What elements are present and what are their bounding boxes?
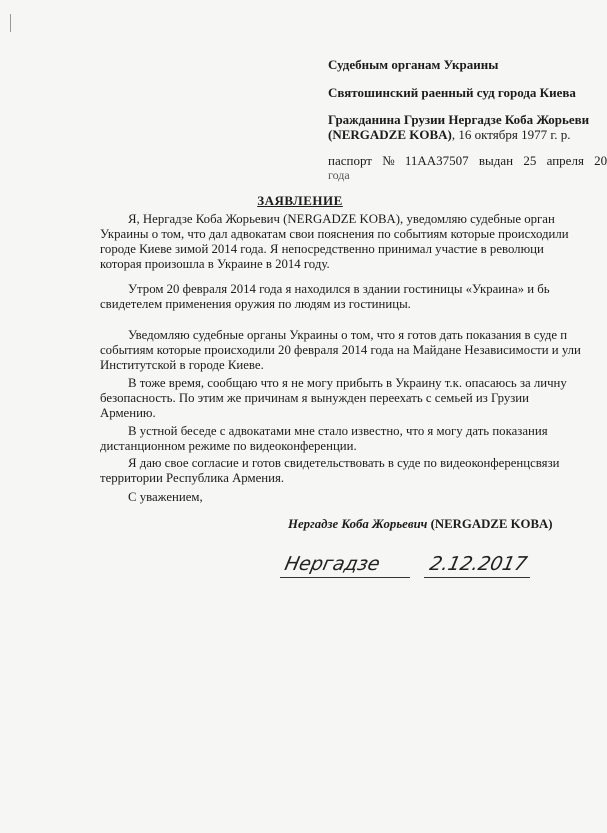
signature-name: Нергадзе Коба Жорьевич — [288, 517, 428, 531]
body-line: дистанционном режиме по видеоконференции. — [100, 439, 357, 453]
sender-details-line — [328, 127, 600, 143]
addressee-line-2: Святошинский раенный суд города Киева — [328, 85, 576, 100]
handwritten-signature: Нергадзе — [282, 553, 382, 575]
body-line: событиям которые происходили 20 февраля 2014 года на Майдане Независимости и ули — [100, 343, 581, 357]
body-line: безопасность. По этим же причинам я вынужден переехать с семьей из Грузии — [100, 391, 530, 405]
body-line: Украины о том, что дал адвокатам свои пояснения по событиям которые происходили — [100, 227, 569, 241]
passport-cut-text: года — [328, 168, 350, 182]
document-title — [0, 193, 600, 209]
signature-underline — [280, 577, 410, 578]
body-line: Институтской в городе Киеве. — [100, 358, 264, 372]
body-line: Утром 20 февраля 2014 года я находился в здании гостиницы «Украина» и бь — [128, 282, 550, 296]
body-line: Я, Нергадзе Коба Жорьевич (NERGADZE KOBA), уведомляю судебные орган — [128, 212, 555, 226]
body-line: свидетелем применения оружия по людям из гостиницы. — [100, 297, 411, 311]
signature-latin: (NERGADZE KOBA) — [427, 517, 553, 531]
body-line: Уведомляю судебные органы Украины о том, что я готов дать показания в суде п — [128, 328, 568, 342]
body-line: территории Республика Армения. — [100, 471, 285, 485]
scan-mark — [10, 14, 11, 32]
date-underline — [424, 577, 530, 578]
body-line: которая произошла в Украине в 2014 году. — [100, 257, 330, 271]
body-line: В устной беседе с адвокатами мне стало известно, что я могу дать показания — [128, 424, 548, 438]
sender-name-line: Гражданина Грузии Нергадзе Коба Жорьеви — [328, 112, 590, 127]
sender-birth: , 16 октября 1977 г. р. — [451, 127, 571, 142]
handwritten-date: 2.12.2017 — [427, 553, 530, 575]
body-line: Армению. — [100, 406, 156, 420]
body-line: городе Киеве зимой 2014 года. Я непосредственно принимал участие в революци — [100, 242, 544, 256]
body-line: Я даю свое согласие и готов свидетельствовать в суде по видеоконференцсвязи — [128, 456, 560, 470]
body-line: В тоже время, сообщаю что я не могу прибыть в Украину т.к. опасаюсь за личну — [128, 376, 567, 390]
addressee-line-1: Судебным органам Украины — [328, 57, 499, 72]
document-title-text: ЗАЯВЛЕНИЕ — [257, 193, 343, 208]
closing-text: С уважением, — [128, 490, 203, 504]
signature-name-line — [288, 517, 553, 532]
sender-latin-name: (NERGADZE KOBA) — [328, 127, 452, 142]
passport-line: паспорт № 11АА37507 выдан 25 апреля 20 — [328, 153, 607, 168]
